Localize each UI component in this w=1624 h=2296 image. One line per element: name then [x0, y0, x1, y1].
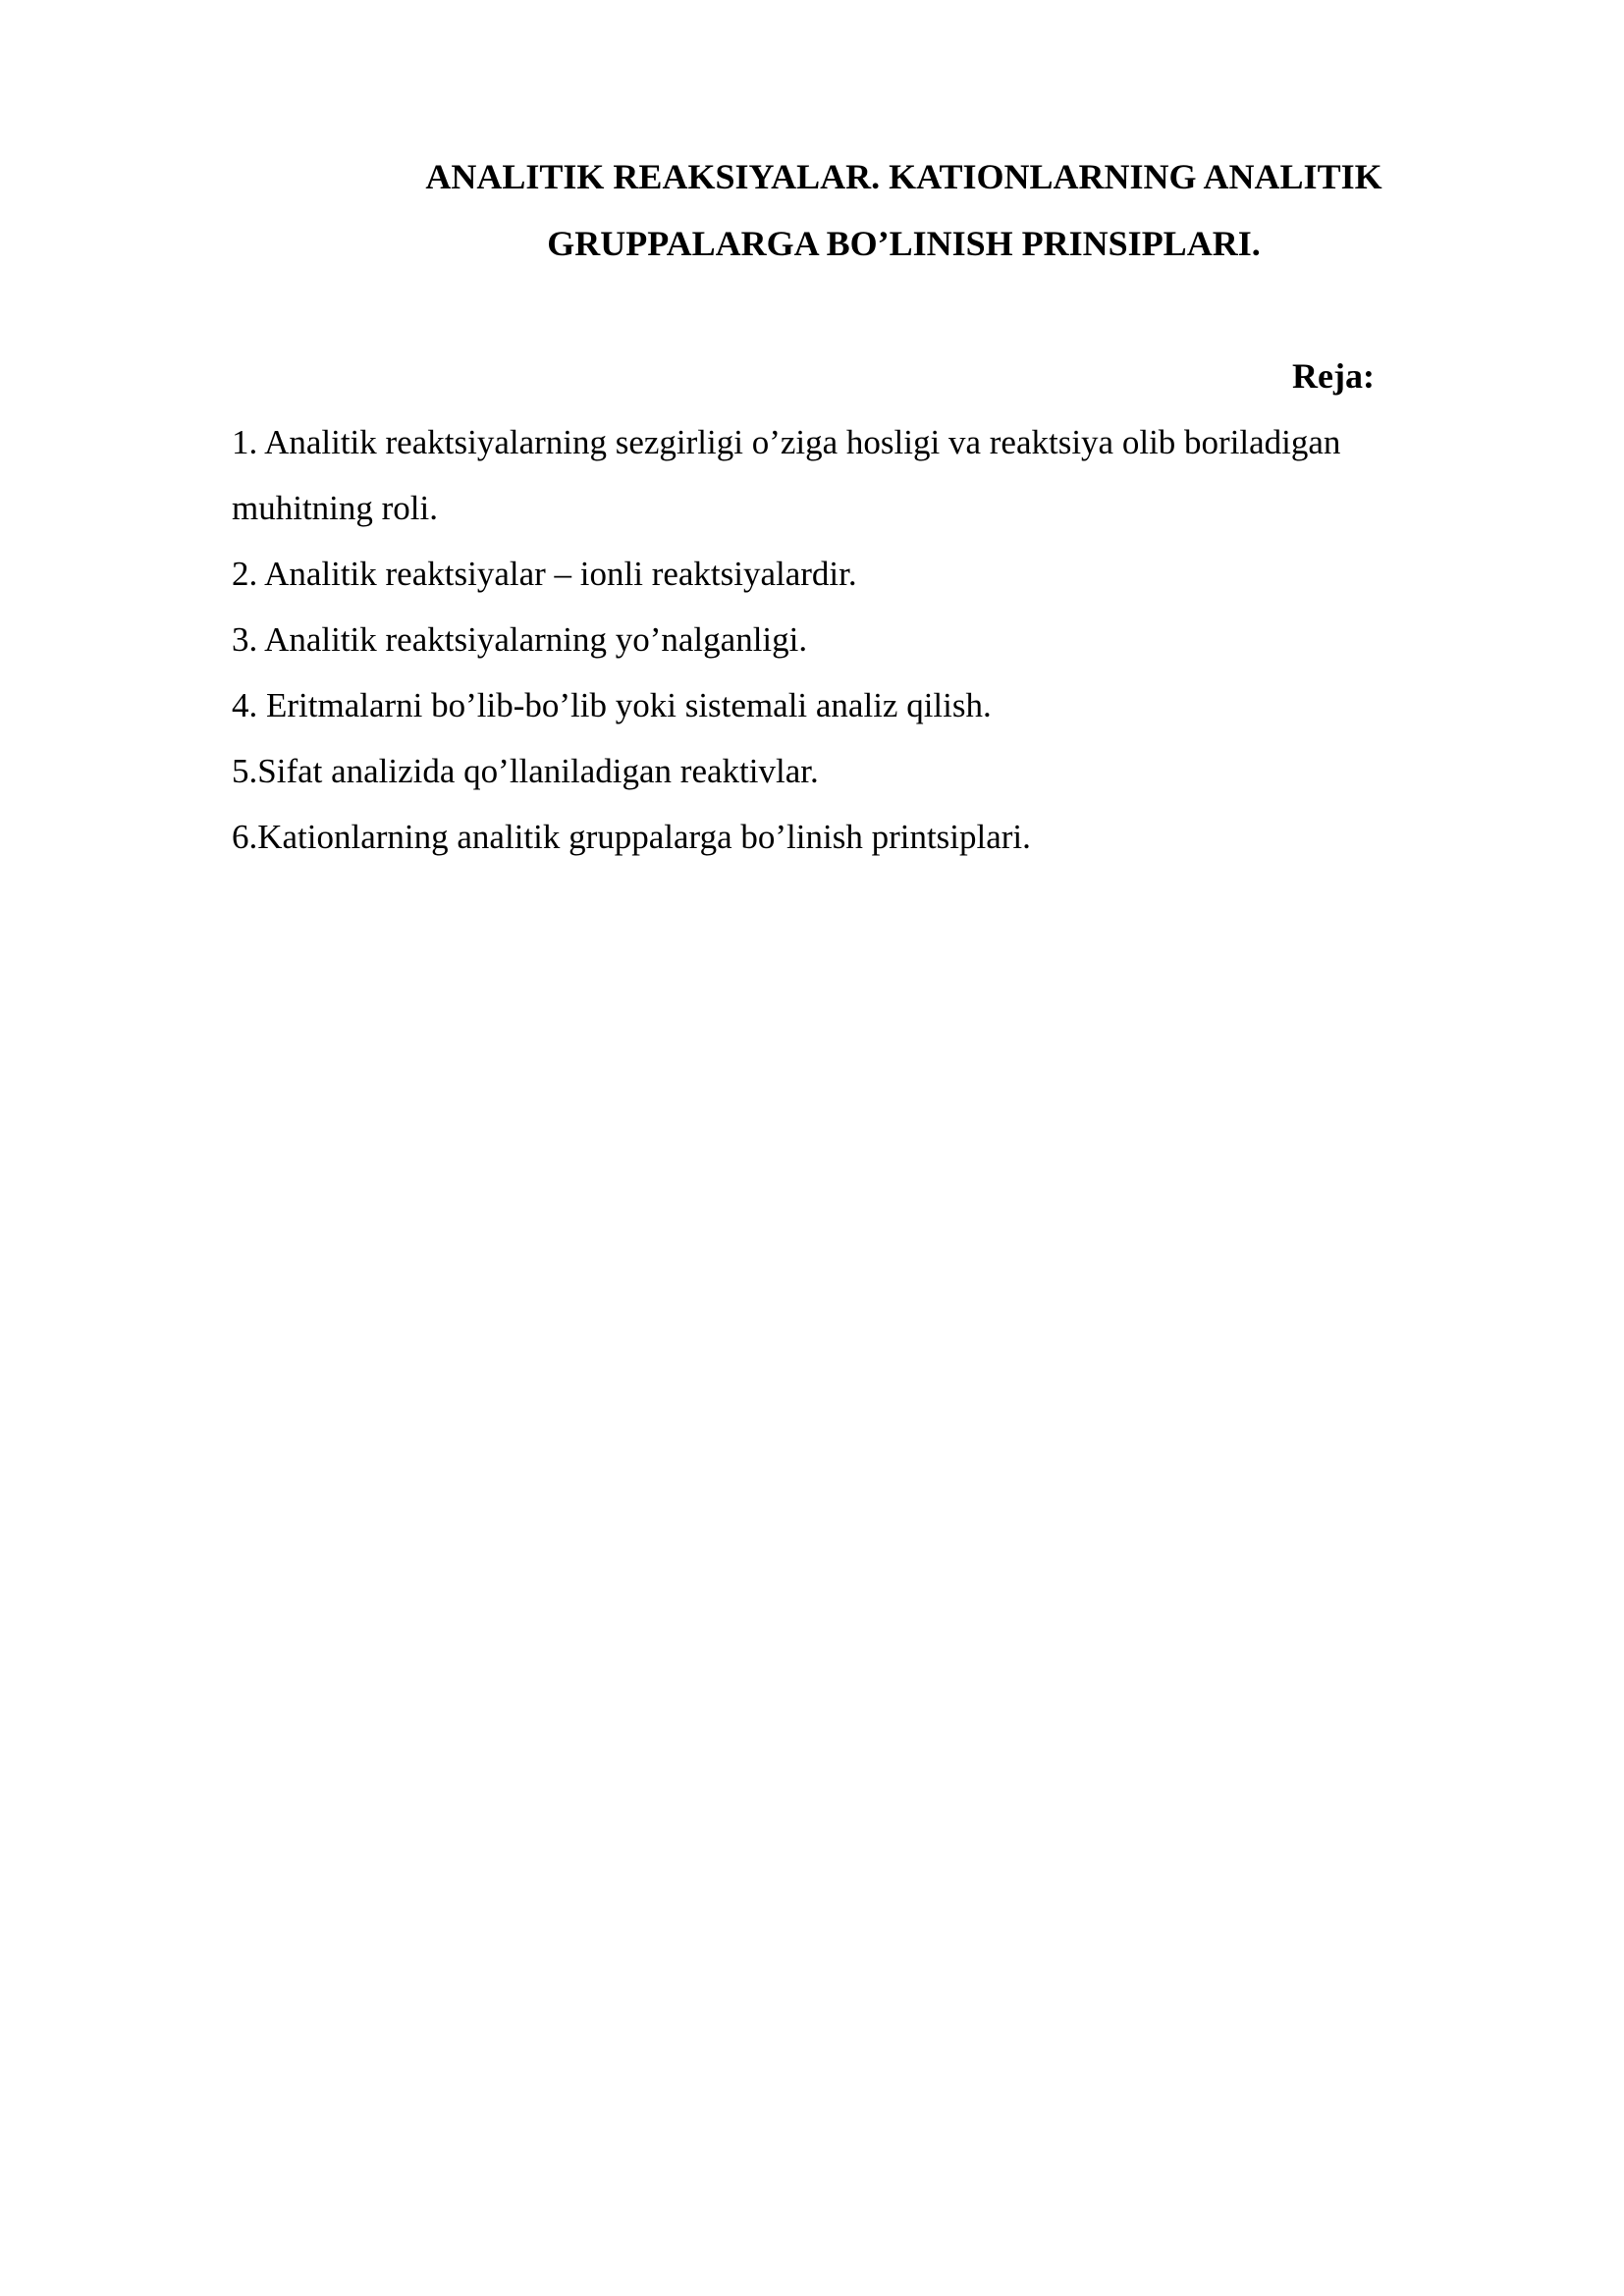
plan-item: 1. Analitik reaktsiyalarning sezgirligi o’ziga hosligi va reaktsiya olib boriladigan muhitning roli. [232, 423, 1341, 527]
plan-item: 5.Sifat analizida qo’llaniladigan reaktivlar. [232, 752, 819, 790]
plan-item: 6.Kationlarning analitik gruppalarga bo’linish printsiplari. [232, 818, 1031, 856]
plan-list [232, 409, 1479, 870]
plan-heading-text: Reja: [1292, 356, 1375, 396]
plan-item: 2. Analitik reaktsiyalar – ionli reaktsiyalardir. [232, 555, 857, 593]
page-title [232, 143, 1576, 277]
title-line-1: ANALITIK REAKSIYALAR. KATIONLARNING ANALITIK [425, 157, 1382, 196]
plan-item: 4. Eritmalarni bo’lib-bo’lib yoki sistemali analiz qilish. [232, 686, 992, 724]
plan-item: 3. Analitik reaktsiyalarning yo’nalganligi. [232, 620, 808, 659]
plan-heading [232, 343, 1380, 409]
title-line-2: GRUPPALARGA BO’LINISH PRINSIPLARI. [547, 224, 1261, 263]
